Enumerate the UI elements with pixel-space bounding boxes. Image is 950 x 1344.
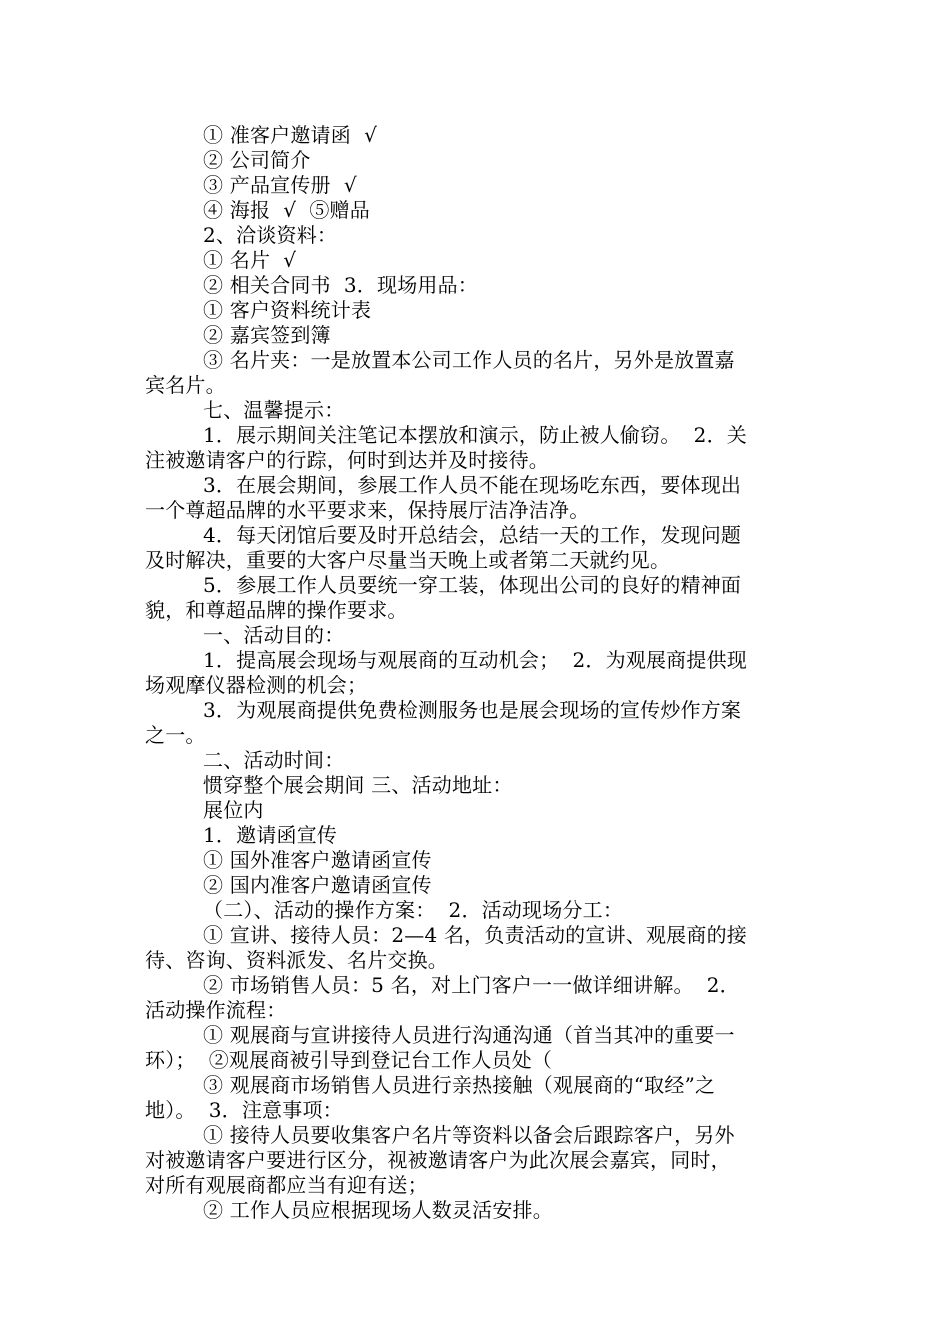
- text-line: 展位内: [203, 798, 264, 822]
- text-line: ② 国内准客户邀请函宣传: [203, 873, 432, 897]
- text-line: ② 嘉宾签到簿: [203, 323, 331, 347]
- text-line: 对被邀请客户要进行区分，视被邀请客户为此次展会嘉宾，同时，: [145, 1148, 731, 1172]
- text-line: ① 准客户邀请函 √: [203, 123, 378, 147]
- text-line: 宾名片。: [145, 373, 226, 397]
- text-line: ③ 观展商市场销售人员进行亲热接触（观展商的“取经”之: [203, 1073, 716, 1097]
- text-line: 1．邀请函宣传: [203, 823, 338, 847]
- text-line: 3．在展会期间，参展工作人员不能在现场吃东西，要体现出: [203, 473, 742, 497]
- section-heading: 一、活动目的：: [203, 623, 345, 647]
- text-line: 2、洽谈资料：: [203, 223, 338, 247]
- text-line: 4．每天闭馆后要及时开总结会，总结一天的工作，发现问题: [203, 523, 742, 547]
- text-line: 场观摩仪器检测的机会；: [145, 673, 368, 697]
- text-line: ① 观展商与宣讲接待人员进行沟通沟通（首当其冲的重要一: [203, 1023, 735, 1047]
- text-line: ③ 名片夹：一是放置本公司工作人员的名片，另外是放置嘉: [203, 348, 735, 372]
- text-line: 环）； ②观展商被引导到登记台工作人员处（: [145, 1048, 553, 1072]
- text-line: 注被邀请客户的行踪，何时到达并及时接待。: [145, 448, 549, 472]
- text-line: 及时解决，重要的大客户尽量当天晚上或者第二天就约见。: [145, 548, 671, 572]
- text-line: ① 名片 √: [203, 248, 297, 272]
- text-line: ② 工作人员应根据现场人数灵活安排。: [203, 1198, 553, 1222]
- text-line: 惯穿整个展会期间 三、活动地址：: [203, 773, 513, 797]
- text-line: 一个尊超品牌的水平要求来，保持展厅洁净洁净。: [145, 498, 590, 522]
- text-line: 对所有观展商都应当有迎有送；: [145, 1173, 428, 1197]
- section-heading: 七、温馨提示：: [203, 398, 345, 422]
- text-line: 1．提高展会现场与观展商的互动机会； 2．为观展商提供现: [203, 648, 747, 672]
- document-body: [145, 123, 810, 1223]
- text-line: ① 国外准客户邀请函宣传: [203, 848, 432, 872]
- text-line: ① 宣讲、接待人员：2—4 名，负责活动的宣讲、观展商的接: [203, 923, 747, 947]
- text-line: ② 市场销售人员：5 名，对上门客户一一做详细讲解。 2．: [203, 973, 740, 997]
- text-line: ① 客户资料统计表: [203, 298, 372, 322]
- text-line: ② 公司简介: [203, 148, 311, 172]
- text-line: 活动操作流程：: [145, 998, 287, 1022]
- text-line: ③ 产品宣传册 √: [203, 173, 357, 197]
- text-line: （二）、活动的操作方案： 2．活动现场分工：: [203, 898, 624, 922]
- text-line: 地）。 3．注意事项：: [145, 1098, 343, 1122]
- text-line: ④ 海报 √ ⑤赠品: [203, 198, 370, 222]
- text-line: 1．展示期间关注笔记本摆放和演示，防止被人偷窃。 2．关: [203, 423, 747, 447]
- text-line: 5．参展工作人员要统一穿工装，体现出公司的良好的精神面: [203, 573, 742, 597]
- text-line: 之一。: [145, 723, 206, 747]
- text-line: 3．为观展商提供免费检测服务也是展会现场的宣传炒作方案: [203, 698, 742, 722]
- text-line: ② 相关合同书 3．现场用品：: [203, 273, 478, 297]
- text-line: ① 接待人员要收集客户名片等资料以备会后跟踪客户，另外: [203, 1123, 735, 1147]
- section-heading: 二、活动时间：: [203, 748, 345, 772]
- text-line: 待、咨询、资料派发、名片交换。: [145, 948, 448, 972]
- text-line: 貌，和尊超品牌的操作要求。: [145, 598, 408, 622]
